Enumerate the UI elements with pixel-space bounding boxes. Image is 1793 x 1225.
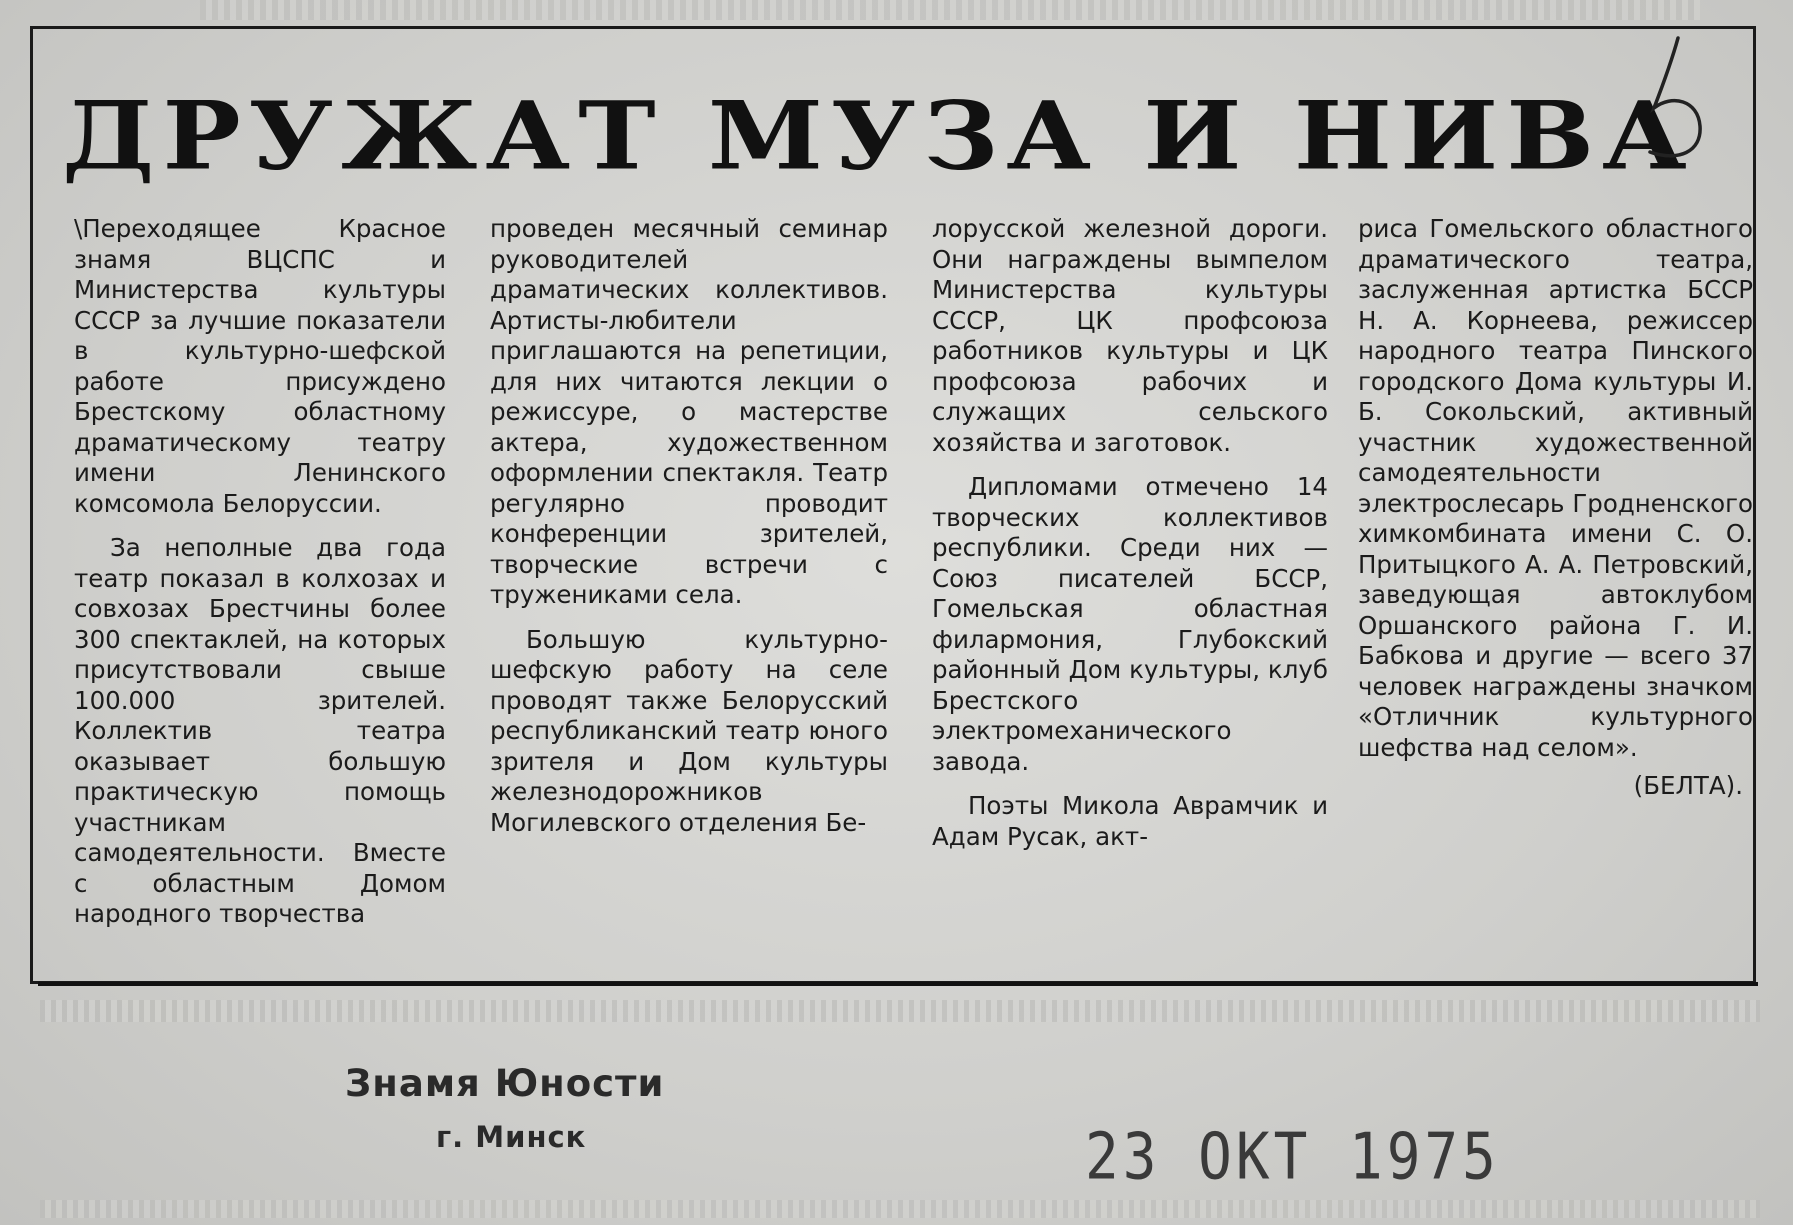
paragraph: Большую культурно-шефскую работу на селе проводят также Белорусский республиканский театр юного зрителя и Дом культуры железнодорожников Могилевского отделения Бе- <box>490 624 888 837</box>
article-column-3 <box>932 214 1328 944</box>
paragraph: проведен месячный семинар руководителей драматических коллективов. Артисты-любители приглашаются на репетиции, для них читаются лекции о режиссуре, о мастерстве актера, художественном оформлении спектакля. Театр регулярно проводит конференции зрителей, творческие встречи с тружениками села. <box>490 214 888 609</box>
date-stamp: 23 ОКТ 1975 <box>1085 1120 1500 1195</box>
neighbor-article-remnant-top <box>200 0 1700 20</box>
paragraph: Поэты Микола Аврамчик и Адам Русак, акт- <box>932 791 1328 851</box>
article-column-2 <box>490 214 888 944</box>
newspaper-name-stamp: Знамя Юности <box>345 1062 665 1105</box>
paragraph: За неполные два года театр показал в колхозах и совхозах Брестчины более 300 спектаклей, на которых присутствовали свыше 100.000 зрителей. Коллектив театра оказывает большую практическую помощь участникам самодеятельности. Вместе с областным Домом народного творчества <box>74 533 446 928</box>
neighbor-article-remnant-footer <box>40 1200 1760 1218</box>
paragraph: лорусской железной дороги. Они награждены вымпелом Министерства культуры СССР, ЦК профсоюза работников культуры и ЦК профсоюза рабочих и служащих сельского хозяйства и заготовок. <box>932 214 1328 457</box>
handwritten-number-mark <box>1620 30 1710 170</box>
article-bottom-rule <box>38 982 1758 986</box>
article-headline: ДРУЖАТ МУЗА И НИВА <box>62 80 1695 191</box>
paragraph: \Переходящее Красное знамя ВЦСПС и Министерства культуры СССР за лучшие показатели в культурно-шефской работе присуждено Брестскому областному драматическому театру имени Ленинского комсомола Белоруссии. <box>74 214 446 518</box>
article-column-1 <box>74 214 446 944</box>
paragraph: риса Гомельского областного драматического театра, заслуженная артистка БССР Н. А. Корнеева, режиссер народного театра Пинского городского Дома культуры И. Б. Сокольский, активный участник художественной самодеятельности электрослесарь Гродненского химкомбината имени С. О. Притыцкого А. А. Петровский, заведующая автоклубом Оршанского района Г. И. Бабкова и другие — всего 37 человек награждены значком «Отличник культурного шефства над селом». <box>1358 214 1753 762</box>
neighbor-article-remnant-bottom <box>40 1000 1760 1022</box>
agency-signature: (БЕЛТА). <box>1633 771 1743 800</box>
article-column-4 <box>1358 214 1753 944</box>
city-stamp: г. Минск <box>436 1120 587 1154</box>
paragraph: Дипломами отмечено 14 творческих коллективов республики. Среди них — Союз писателей БССР, Гомельская областная филармония, Глубокский районный Дом культуры, клуб Брестского электромеханического завода. <box>932 472 1328 776</box>
